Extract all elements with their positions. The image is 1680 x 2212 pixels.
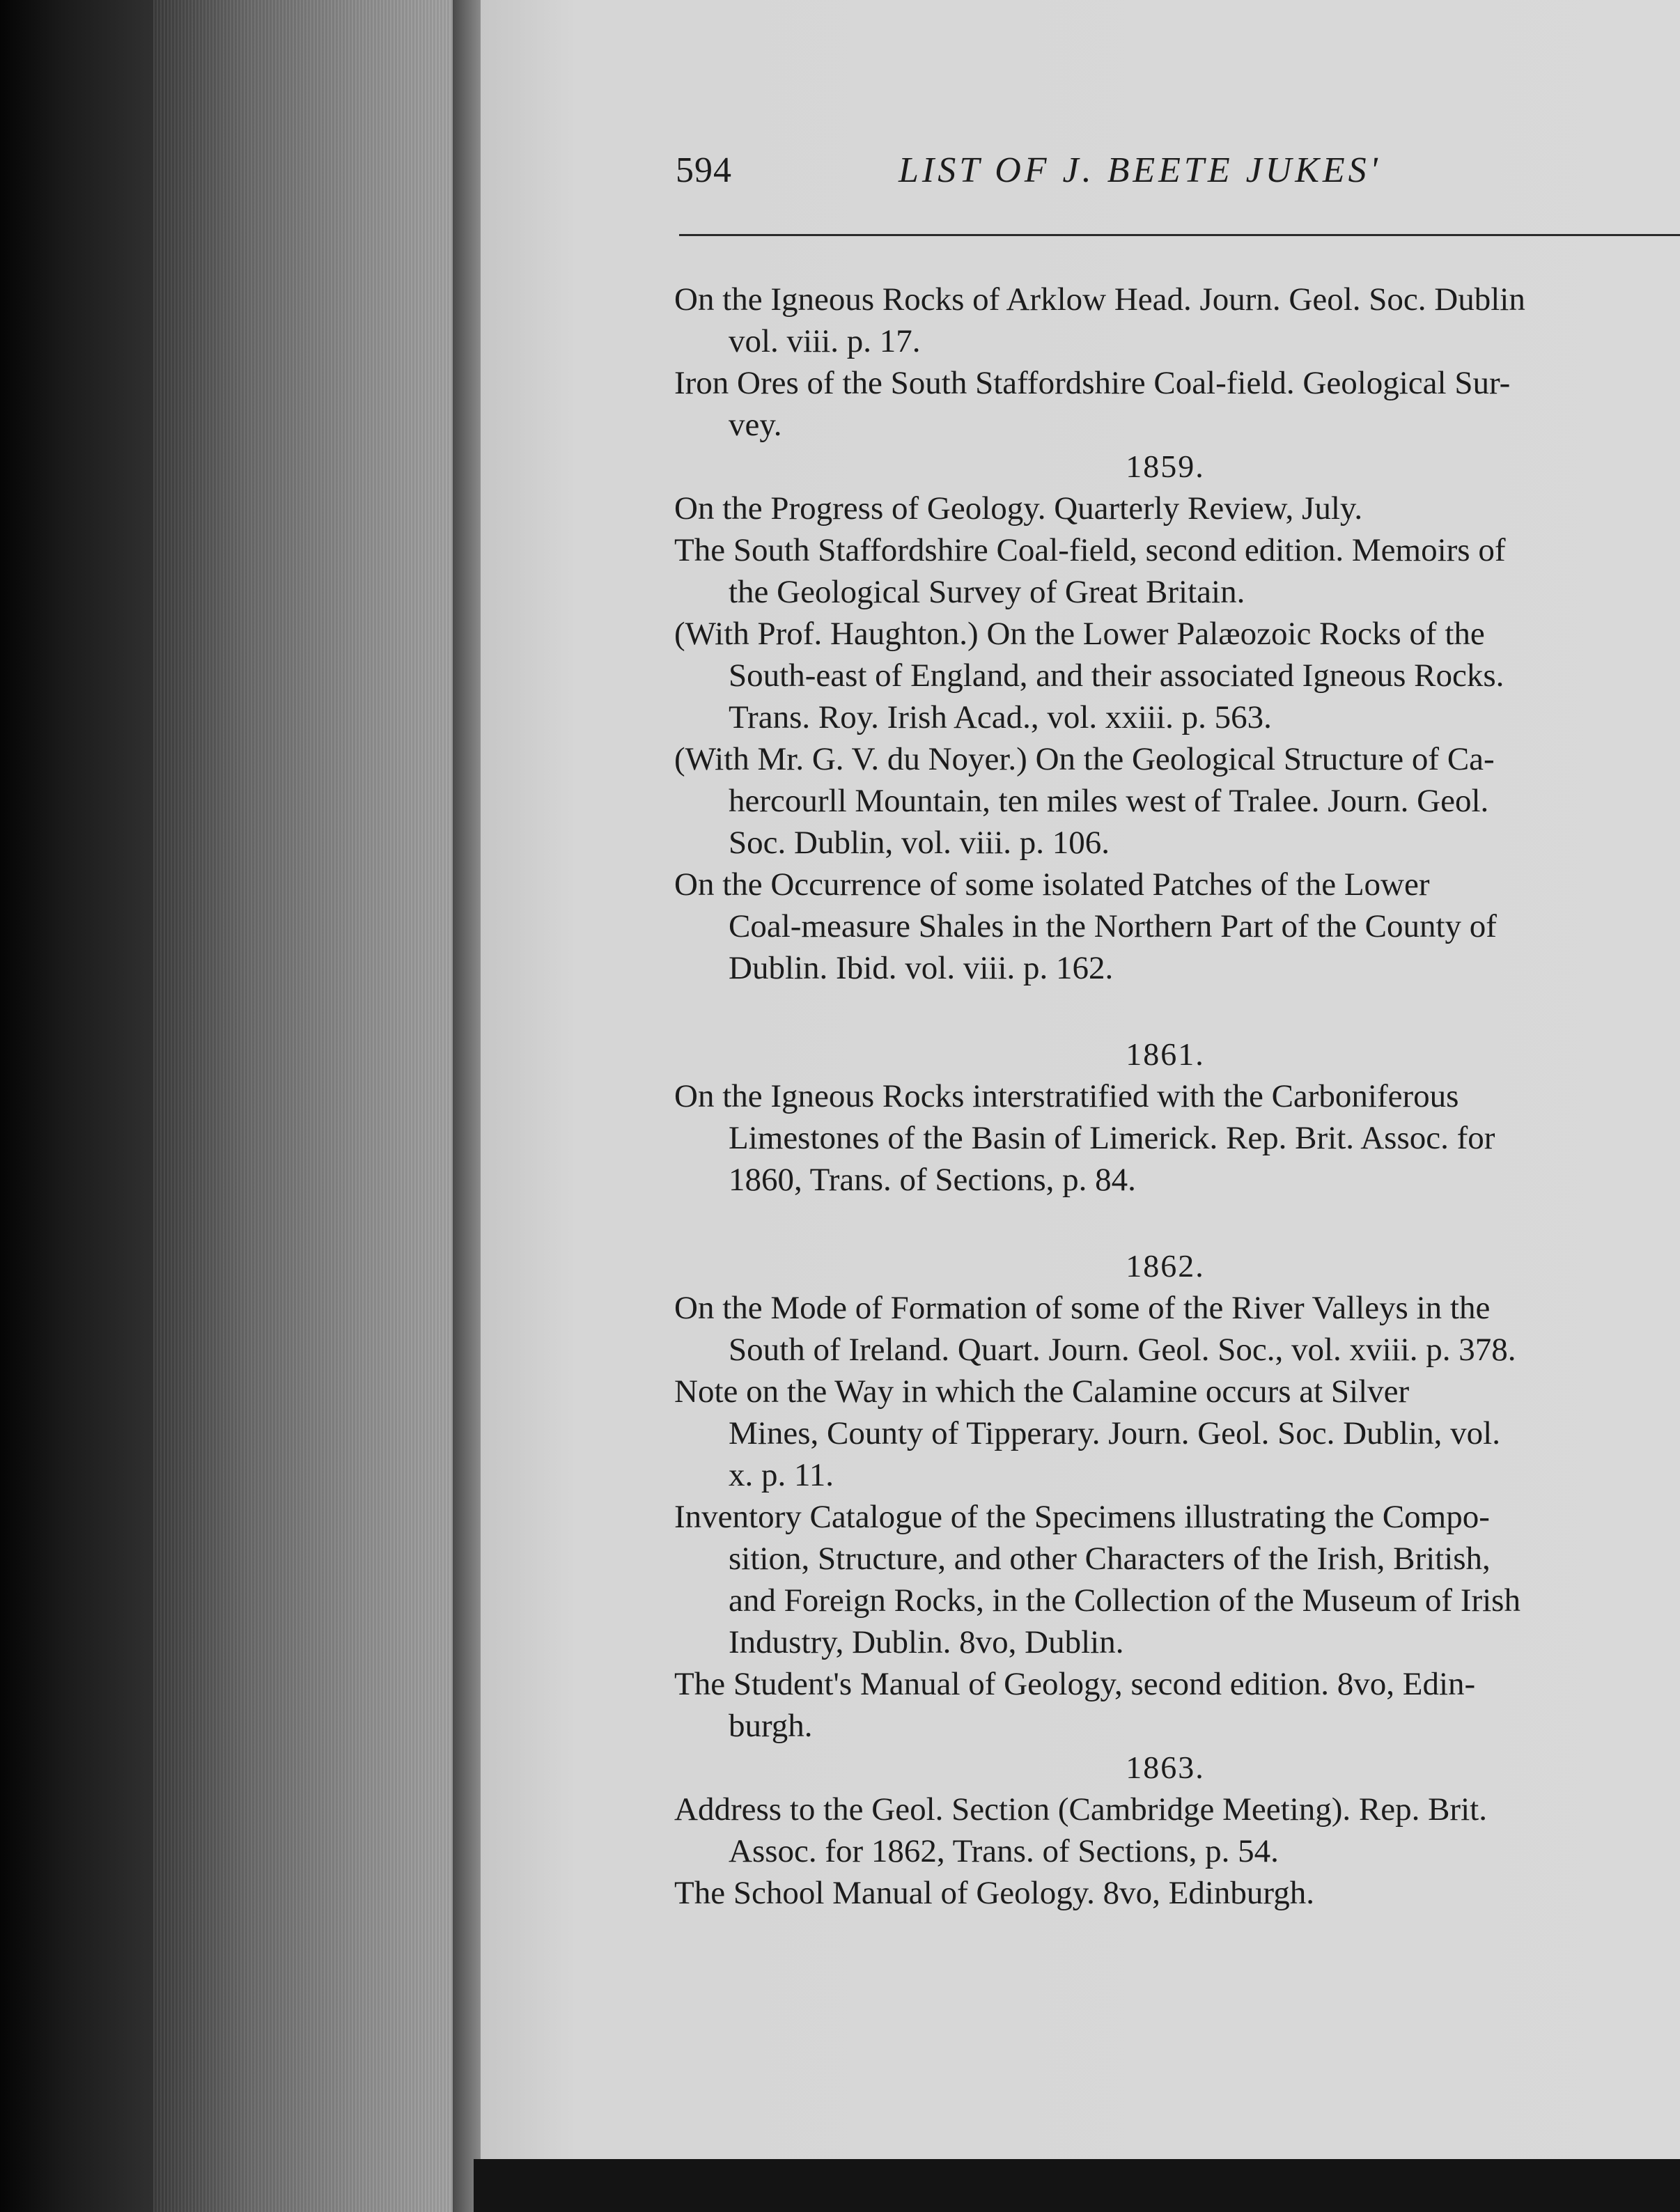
entry-line: the Geological Survey of Great Britain.	[729, 574, 1245, 610]
entry-line: South of Ireland. Quart. Journ. Geol. Soc., vol. xviii. p. 378.	[729, 1332, 1516, 1368]
entry-line: and Foreign Rocks, in the Collection of the Museum of Irish	[729, 1582, 1520, 1619]
year-heading: 1863.	[1126, 1750, 1205, 1785]
page-gutter	[453, 0, 481, 2212]
entry-line: The School Manual of Geology. 8vo, Edinburgh.	[674, 1875, 1314, 1911]
entry-line: The Student's Manual of Geology, second edition. 8vo, Edin-	[674, 1666, 1476, 1702]
entry-line: Iron Ores of the South Staffordshire Coal-field. Geological Sur-	[674, 365, 1511, 401]
page-number: 594	[676, 150, 732, 190]
entry-line: On the Progress of Geology. Quarterly Review, July.	[674, 490, 1363, 527]
year-heading: 1859.	[1126, 449, 1205, 484]
page-bottom-shadow	[474, 2159, 1680, 2212]
entry-line: Inventory Catalogue of the Specimens illustrating the Compo-	[674, 1499, 1490, 1535]
entry-line: (With Prof. Haughton.) On the Lower Palæozoic Rocks of the	[674, 616, 1485, 652]
bibliography-entry	[674, 362, 1680, 446]
bibliography-entry	[674, 1663, 1680, 1747]
entry-line: Limestones of the Basin of Limerick. Rep. Brit. Assoc. for	[729, 1120, 1495, 1156]
bibliography-text	[674, 279, 1680, 1914]
entry-line: Note on the Way in which the Calamine occurs at Silver	[674, 1373, 1410, 1410]
bibliography-entry	[674, 1789, 1680, 1872]
bibliography-entry	[674, 738, 1680, 864]
bibliography-entry	[674, 488, 1680, 529]
entry-line: Industry, Dublin. 8vo, Dublin.	[729, 1624, 1124, 1660]
entry-line: The South Staffordshire Coal-field, second edition. Memoirs of	[674, 532, 1506, 568]
entry-line: Address to the Geol. Section (Cambridge Meeting). Rep. Brit.	[674, 1791, 1487, 1828]
entry-line: On the Igneous Rocks of Arklow Head. Journ. Geol. Soc. Dublin	[674, 281, 1525, 318]
entry-line: Soc. Dublin, vol. viii. p. 106.	[729, 825, 1110, 861]
entry-line: Mines, County of Tipperary. Journ. Geol. Soc. Dublin, vol.	[729, 1415, 1500, 1451]
entry-line: x. p. 11.	[729, 1457, 834, 1493]
running-head	[676, 150, 1680, 205]
entry-line: Dublin. Ibid. vol. viii. p. 162.	[729, 950, 1114, 986]
entry-line: On the Occurrence of some isolated Patches of the Lower	[674, 866, 1430, 903]
bibliography-entry	[674, 1075, 1680, 1201]
entry-line: Assoc. for 1862, Trans. of Sections, p. 54.	[729, 1833, 1279, 1869]
entry-line: burgh.	[729, 1708, 813, 1744]
bibliography-entry	[674, 613, 1680, 738]
bibliography-entry	[674, 1872, 1680, 1914]
entry-line: vey.	[729, 407, 782, 443]
page-fore-edge	[153, 0, 474, 2212]
year-heading: 1862.	[1126, 1248, 1205, 1284]
year-heading: 1861.	[1126, 1036, 1205, 1072]
bibliography-entry	[674, 529, 1680, 613]
entry-line: sition, Structure, and other Characters of the Irish, British,	[729, 1541, 1491, 1577]
entry-line: vol. viii. p. 17.	[729, 323, 921, 359]
entry-line: On the Igneous Rocks interstratified with the Carboniferous	[674, 1078, 1459, 1114]
entry-line: (With Mr. G. V. du Noyer.) On the Geological Structure of Ca-	[674, 741, 1495, 777]
bibliography-entry	[674, 1287, 1680, 1371]
bibliography-entry	[674, 864, 1680, 989]
bibliography-entry	[674, 279, 1680, 362]
header-rule	[679, 234, 1680, 236]
entry-line: 1860, Trans. of Sections, p. 84.	[729, 1162, 1136, 1198]
entry-line: On the Mode of Formation of some of the River Valleys in the	[674, 1290, 1491, 1326]
bibliography-list	[674, 279, 1680, 1914]
entry-line: Coal-measure Shales in the Northern Part of the County of	[729, 908, 1497, 944]
section-spacer	[674, 989, 1680, 1034]
bibliography-entry	[674, 1371, 1680, 1496]
bibliography-entry	[674, 1496, 1680, 1663]
section-spacer	[674, 1201, 1680, 1245]
entry-line: South-east of England, and their associated Igneous Rocks.	[729, 657, 1504, 694]
entry-line: Trans. Roy. Irish Acad., vol. xxiii. p. 563.	[729, 699, 1272, 735]
running-title: LIST OF J. BEETE JUKES'	[899, 150, 1381, 190]
entry-line: hercourll Mountain, ten miles west of Tralee. Journ. Geol.	[729, 783, 1489, 819]
